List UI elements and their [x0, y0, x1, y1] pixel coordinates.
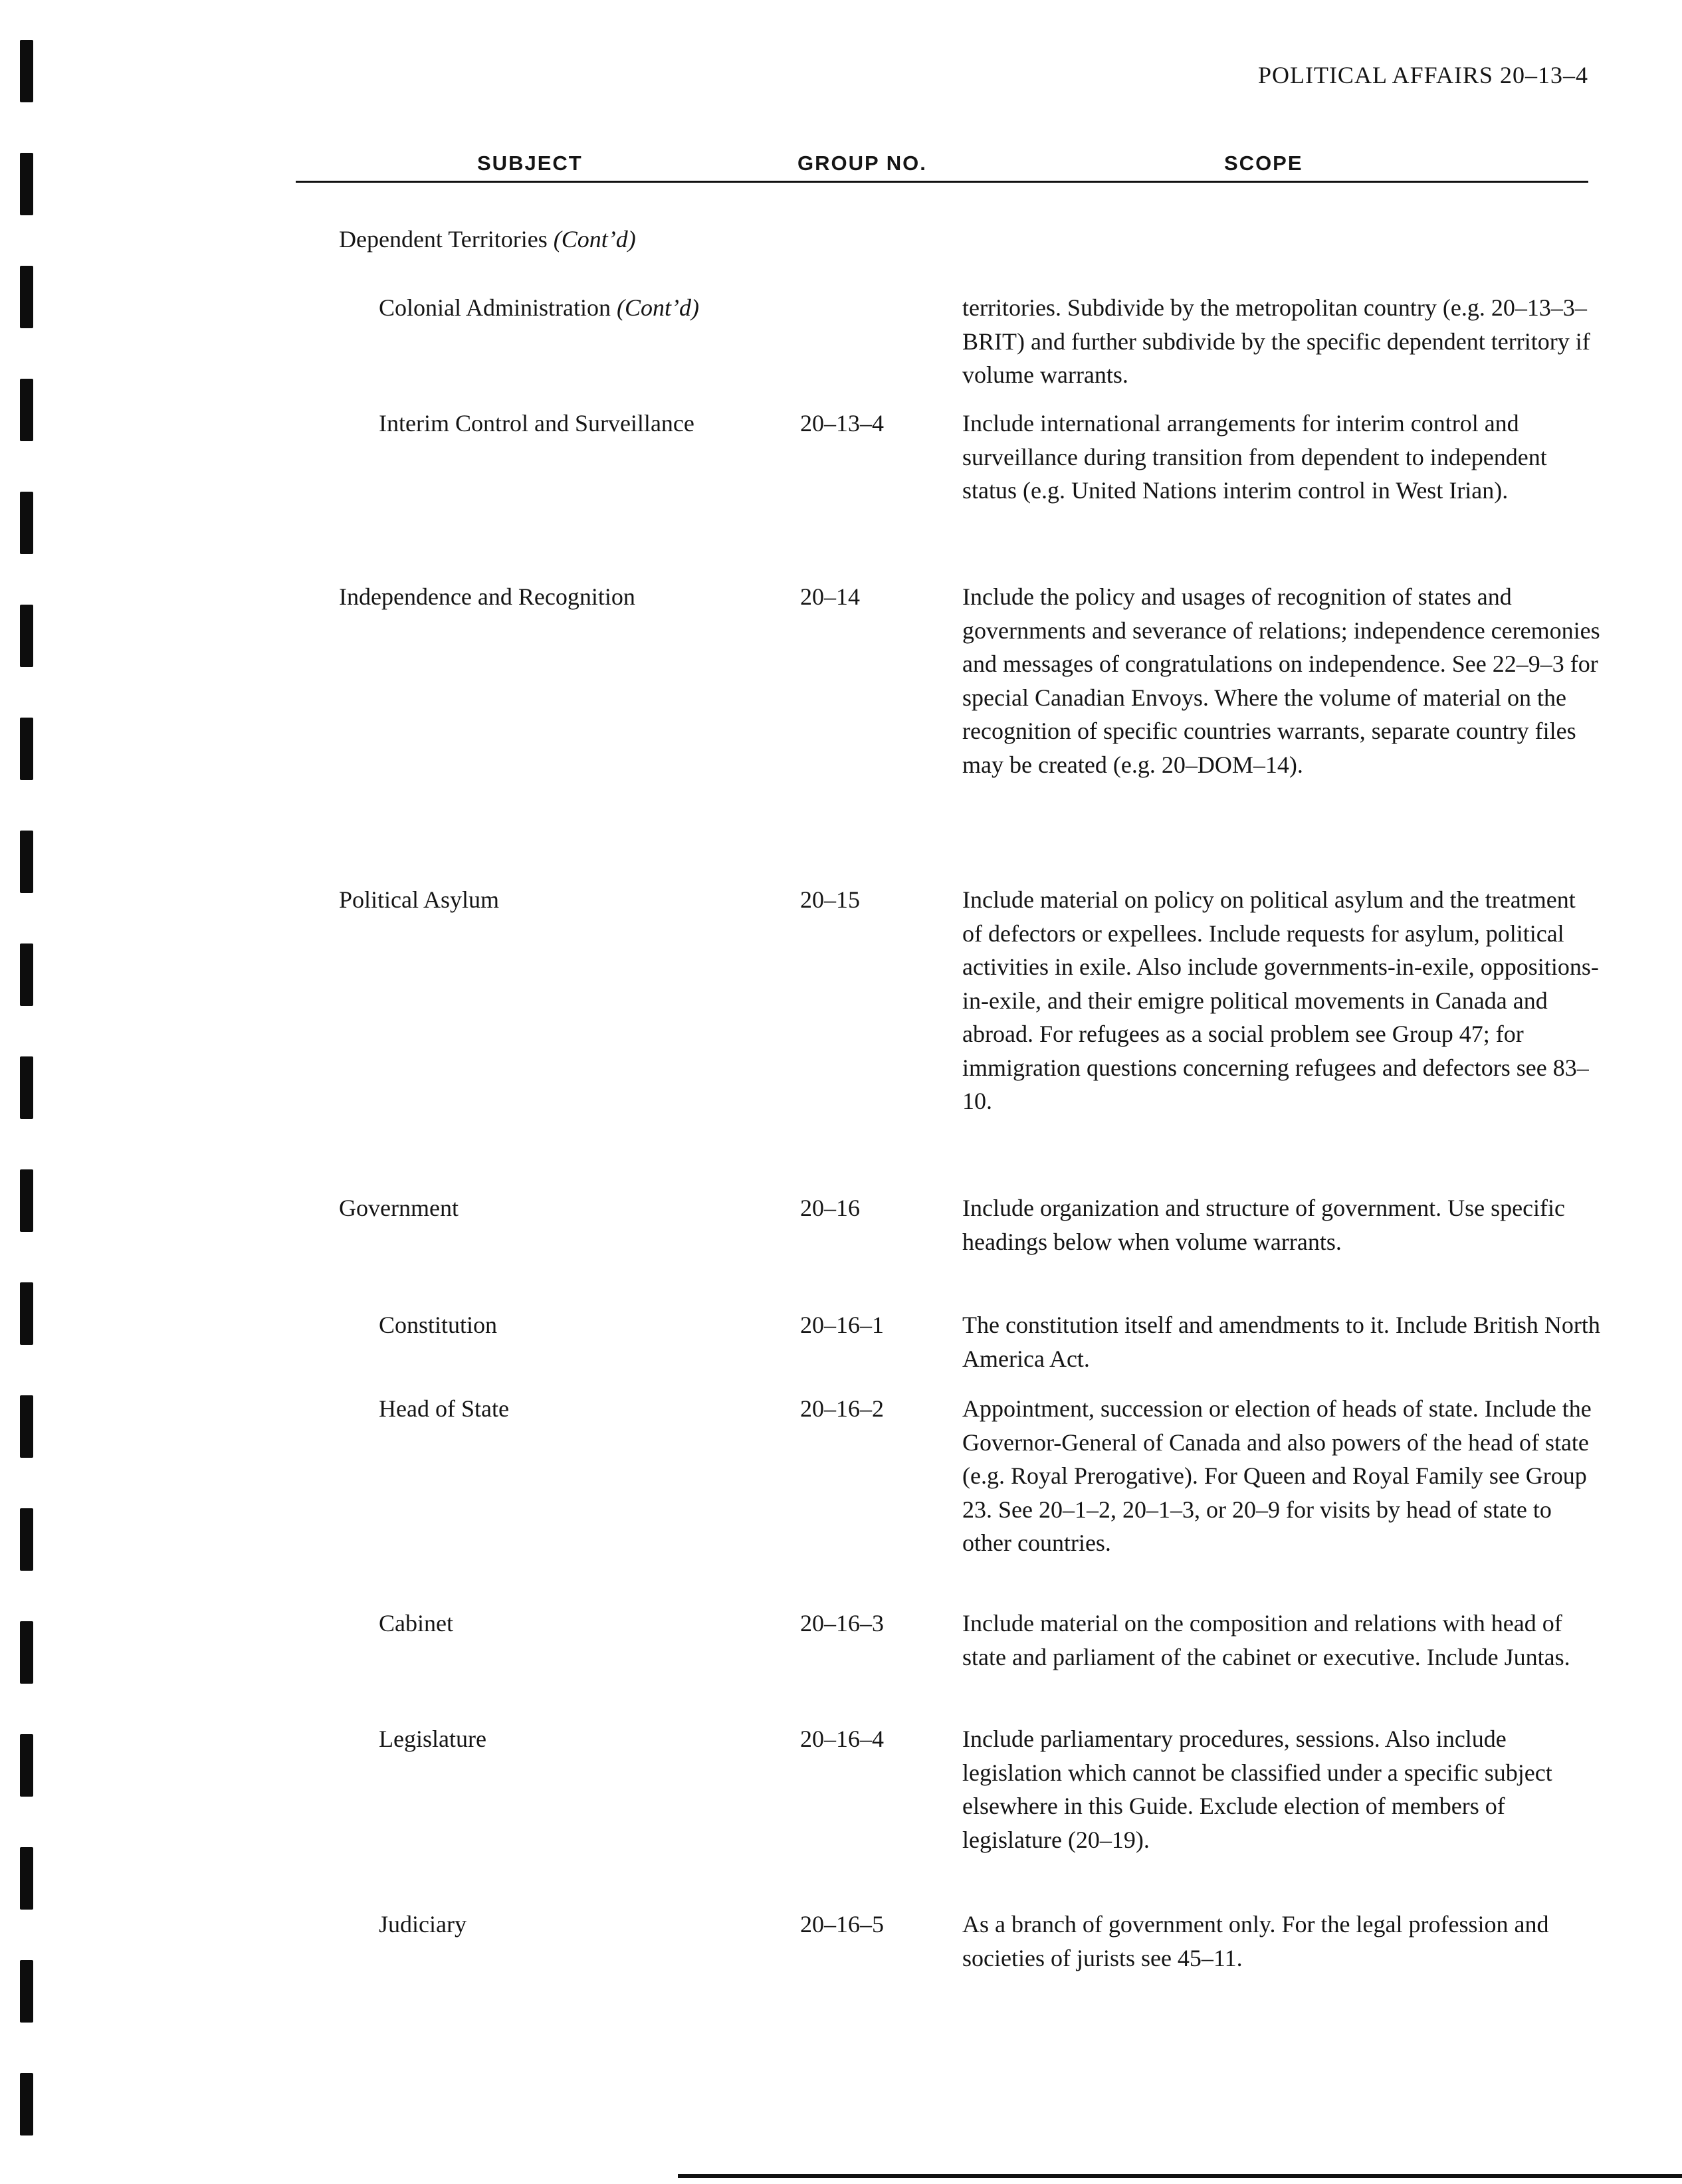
binder-hole	[20, 492, 33, 554]
section-heading	[339, 223, 636, 256]
entry-group-no: 20–14	[800, 583, 860, 610]
binder-hole	[20, 831, 33, 893]
entry-scope: The constitution itself and amendments to it. Include British North America Act.	[962, 1312, 1600, 1372]
binder-hole	[20, 153, 33, 215]
entry-scope: Include the policy and usages of recognition of states and governments and severance of relations; independence ceremonies and messages of congratulations on independence. See 22–9–3 for special Canadian Envoys. Where the volume of material on the recognition of specific countries warrants, separate country files may be created (e.g. 20–DOM–14).	[962, 583, 1600, 778]
entry-group-no: 20–16–3	[800, 1610, 884, 1637]
entry-group-no: 20–16–5	[800, 1911, 884, 1937]
binder-hole	[20, 1508, 33, 1571]
entry-group-no: 20–15	[800, 886, 860, 913]
binder-hole	[20, 1282, 33, 1345]
entry-subject: Judiciary	[379, 1911, 467, 1937]
binder-hole	[20, 1395, 33, 1458]
entry-subject: Political Asylum	[339, 886, 500, 913]
entry-subject: Interim Control and Surveillance	[379, 410, 694, 437]
binder-hole	[20, 718, 33, 780]
binder-hole	[20, 40, 33, 102]
binder-hole	[20, 2073, 33, 2135]
binder-hole	[20, 1960, 33, 2023]
column-header-scope: SCOPE	[1224, 151, 1303, 175]
entry-subject: Cabinet	[379, 1610, 453, 1637]
entry-scope: territories. Subdivide by the metropolitan country (e.g. 20–13–3–BRIT) and further subdivide by the specific dependent territory if volume warrants.	[962, 294, 1590, 388]
entry-scope: Appointment, succession or election of heads of state. Include the Governor-General of Canada and also powers of the head of state (e.g. Royal Prerogative). For Queen and Royal Family see Group 23. See 20–1–2, 20–1–3, or 20–9 for visits by head of state to other countries.	[962, 1395, 1592, 1556]
entry-subject: Government	[339, 1195, 459, 1221]
binder-hole	[20, 943, 33, 1006]
binder-hole	[20, 1056, 33, 1119]
section-continued: (Cont’d)	[553, 226, 636, 252]
entry-group-no: 20–16–2	[800, 1395, 884, 1422]
column-header-group-no: GROUP NO.	[797, 151, 927, 175]
subject-continued: (Cont’d)	[617, 294, 699, 321]
entry-scope: As a branch of government only. For the legal profession and societies of jurists see 45–11.	[962, 1911, 1549, 1971]
binder-hole	[20, 1621, 33, 1684]
binder-hole	[20, 1734, 33, 1797]
entry-subject: Constitution	[379, 1312, 498, 1338]
header-rule	[296, 181, 1588, 183]
entry-group-no: 20–16	[800, 1195, 860, 1221]
entry-group-no: 20–16–4	[800, 1726, 884, 1752]
entry-scope: Include parliamentary procedures, sessions. Also include legislation which cannot be classified under a specific subject elsewhere in this Guide. Exclude election of members of legislature (20–19).	[962, 1726, 1552, 1853]
binder-holes	[20, 40, 35, 2166]
binder-hole	[20, 605, 33, 667]
running-head: POLITICAL AFFAIRS 20–13–4	[1257, 62, 1588, 88]
entry-subject: Independence and Recognition	[339, 583, 635, 610]
subject-text: Colonial Administration	[379, 294, 611, 321]
entry-scope: Include international arrangements for interim control and surveillance during transition from dependent to independent status (e.g. United Nations interim control in West Irian).	[962, 410, 1547, 504]
column-header-subject: SUBJECT	[477, 151, 583, 175]
binder-hole	[20, 1847, 33, 1910]
entry-scope: Include organization and structure of government. Use specific headings below when volume warrants.	[962, 1195, 1566, 1255]
entry-subject: Legislature	[379, 1726, 486, 1752]
entry-subject	[379, 291, 791, 325]
binder-hole	[20, 1169, 33, 1232]
entry-group-no: 20–13–4	[800, 410, 884, 437]
page-bottom-rule	[678, 2174, 1682, 2178]
binder-hole	[20, 266, 33, 328]
entry-scope: Include material on the composition and relations with head of state and parliament of the cabinet or executive. Include Juntas.	[962, 1610, 1570, 1670]
entry-subject: Head of State	[379, 1395, 509, 1422]
section-label: Dependent Territories	[339, 226, 548, 252]
binder-hole	[20, 379, 33, 441]
entry-group-no: 20–16–1	[800, 1312, 884, 1338]
entry-scope: Include material on policy on political asylum and the treatment of defectors or expellees. Include requests for asylum, political activities in exile. Also include governments-in-exile, oppositions-in-exile, and their emigre political movements in Canada and abroad. For refugees as a social problem see Group 47; for immigration questions concerning refugees and defectors see 83–10.	[962, 886, 1599, 1114]
